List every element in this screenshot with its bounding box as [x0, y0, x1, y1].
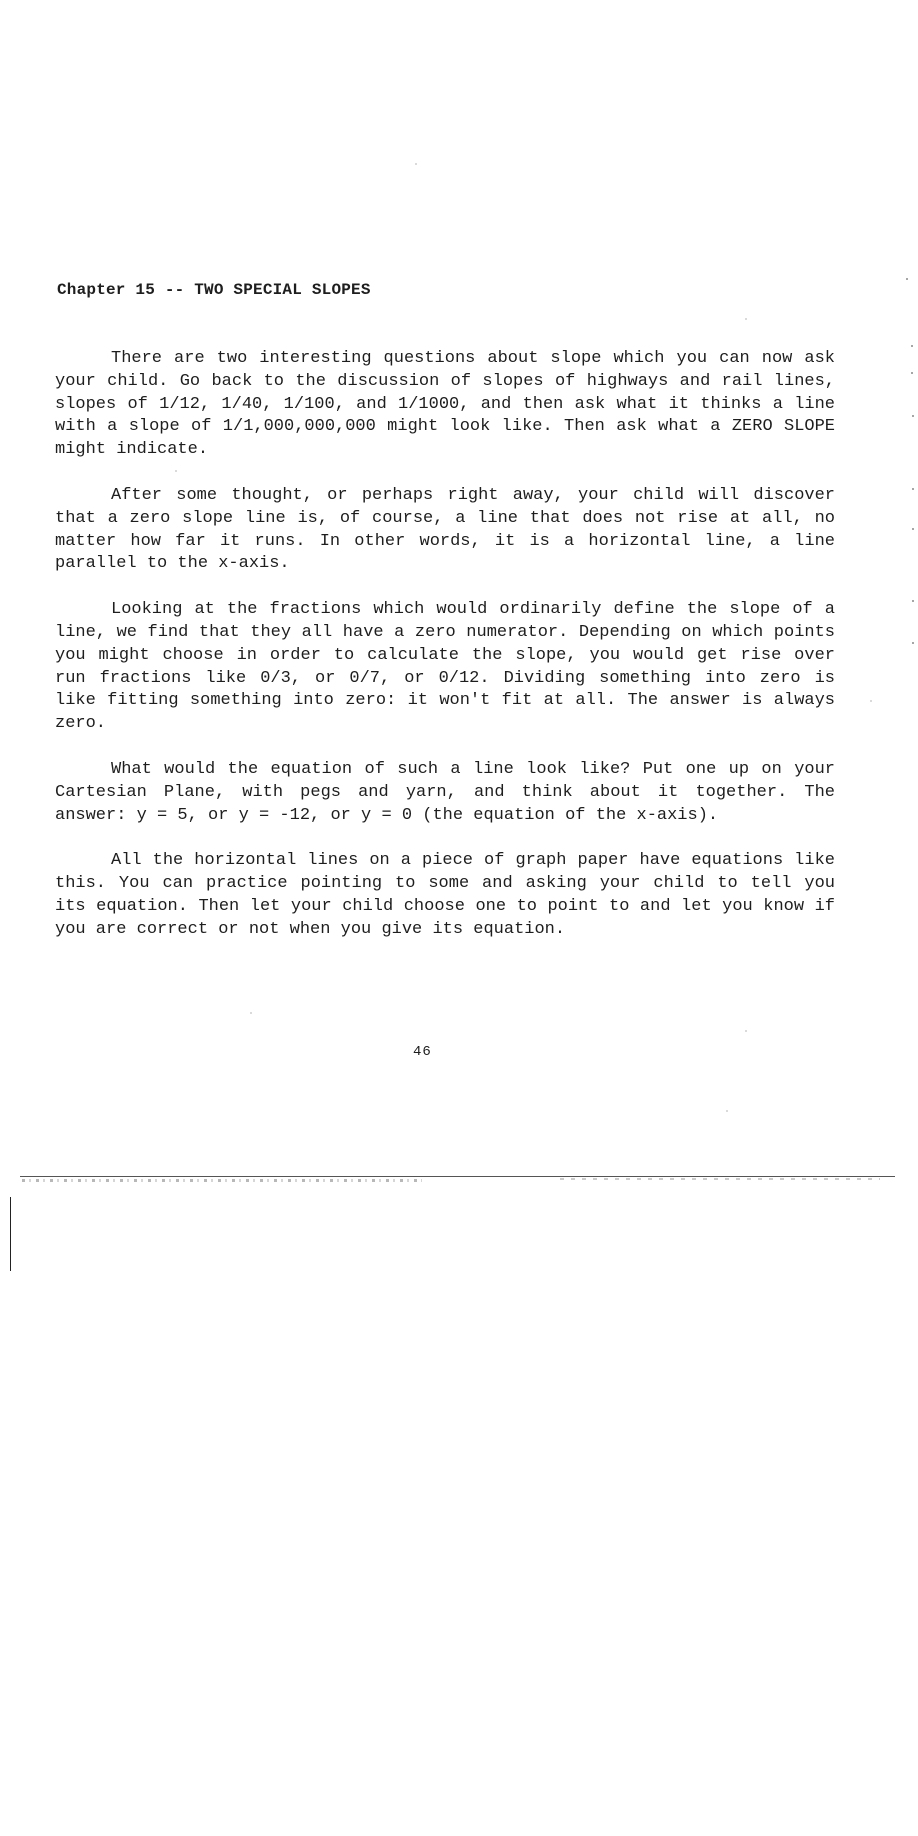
- page-number: 46: [413, 1044, 432, 1060]
- paragraph-4: What would the equation of such a line look like? Put one up on your Cartesian Plane, with pegs and yarn, and think about it together. The answer: y = 5, or y = -12, or y = 0 (the equation of the x-axis).: [55, 759, 835, 825]
- scan-speck: [911, 372, 913, 374]
- chapter-title: Chapter 15 -- TWO SPECIAL SLOPES: [57, 281, 371, 299]
- paragraph-2: After some thought, or perhaps right away, your child will discover that a zero slope line is, of course, a line that does not rise at all, no matter how far it runs. In other words, it is a horizontal line, a line parallel to the x-axis.: [55, 485, 835, 574]
- scan-speck: [911, 345, 913, 347]
- scan-speck: [912, 528, 914, 530]
- scan-speck: [912, 488, 914, 490]
- scan-speck: [912, 600, 914, 602]
- scan-speck: [745, 1030, 747, 1032]
- scan-speck: [912, 415, 914, 417]
- paragraph-1: There are two interesting questions about slope which you can now ask your child. Go back to the discussion of slopes of highways and rail lines, slopes of 1/12, 1/40, 1/100, and 1/1000, and then ask what it thinks a line with a slope of 1/1,000,000,000 might look like. Then ask what a ZERO SLOPE might indicate.: [55, 349, 835, 460]
- scan-speck: [175, 470, 177, 472]
- scan-speck: [745, 318, 747, 320]
- scan-speck: [726, 1110, 728, 1112]
- scan-page-edge: [10, 1197, 11, 1271]
- paragraph-3: Looking at the fractions which would ordinarily define the slope of a line, we find that they all have a zero numerator. Depending on which points you might choose in order to calculate the slope, you would get rise over run fractions like 0/3, or 0/7, or 0/12. Dividing something into zero is like fitting something into zero: it won't fit at all. The answer is always zero.: [55, 600, 835, 734]
- scan-speck: [415, 163, 417, 165]
- scan-noise-right: [560, 1178, 880, 1180]
- scan-edge-line: [20, 1176, 895, 1177]
- scan-speck: [870, 700, 872, 702]
- scan-speck: [912, 642, 914, 644]
- scan-speck: [906, 278, 908, 280]
- body-text: [55, 348, 835, 965]
- scan-noise-left: [22, 1179, 422, 1182]
- scan-speck: [250, 1012, 252, 1014]
- paragraph-5: All the horizontal lines on a piece of graph paper have equations like this. You can practice pointing to some and asking your child to tell you its equation. Then let your child choose one to point to and let you know if you are correct or not when you give its equation.: [55, 851, 835, 939]
